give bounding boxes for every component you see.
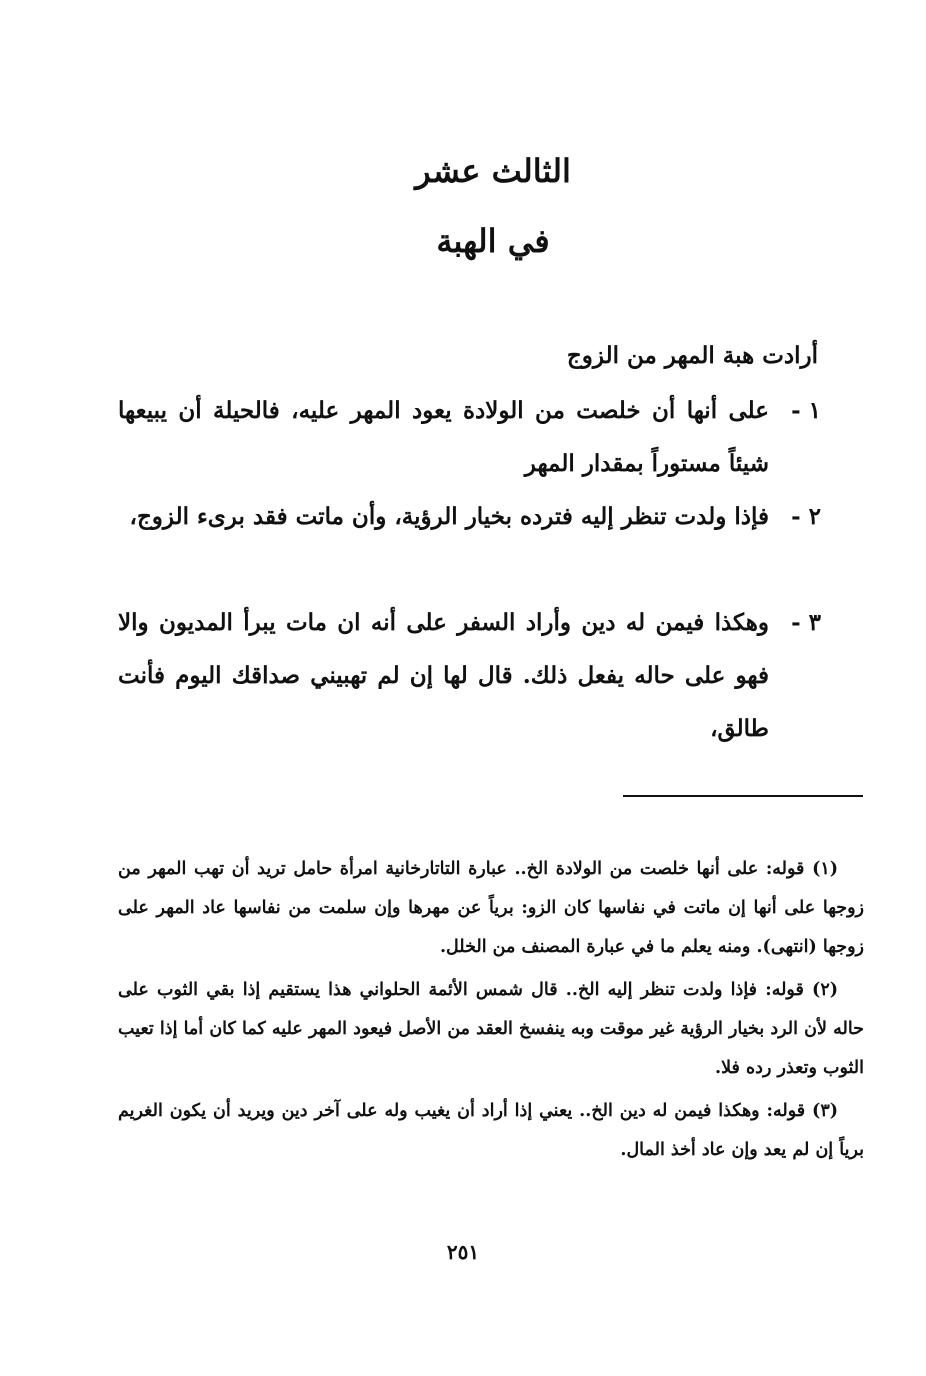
list-item bbox=[118, 384, 821, 490]
footnote-text: على أنها خلصت من الولادة الخ.. عبارة التاتارخانية امرأة حامل تريد أن تهب المهر من زوجها على أنها إن ماتت في نفاسها كان الزو: برياً عن مهرها وإن سلمت من نفاسها عاد المهر على زوجها (انتهى). ومنه يعلم ما في عبارة المصنف من الخلل. bbox=[118, 859, 864, 957]
footnotes bbox=[118, 850, 864, 1174]
footnote-lead: قوله: bbox=[765, 980, 804, 1000]
chapter-title: الثالث عشر bbox=[415, 152, 571, 190]
list-item-text: على أنها أن خلصت من الولادة يعود المهر عليه، فالحيلة أن يبيعها شيئاً مستوراً بمقدار المهر bbox=[118, 397, 769, 477]
footnote-text: فإذا ولدت تنظر إليه الخ.. قال شمس الأئمة الحلواني هذا يستقيم إذا بقي الثوب على حاله لأن الرد بخيار الرؤية غير موقت وبه ينفسخ العقد من الأصل فيعود المهر عليه كما كان أما إذا تعيب الثوب وتعذر رده فلا. bbox=[118, 980, 864, 1078]
footnote bbox=[118, 850, 864, 967]
topic-heading: أرادت هبة المهر من الزوج bbox=[566, 342, 818, 369]
footnote bbox=[118, 1092, 864, 1170]
list-item-text: وهكذا فيمن له دين وأراد السفر على أنه ان مات يبرأ المديون والا فهو على حاله يفعل ذلك. قال لها إن لم تهبيني صداقك اليوم فأنت طالق، bbox=[118, 609, 769, 742]
footnote bbox=[118, 971, 864, 1088]
footnote-lead: قوله: bbox=[765, 859, 805, 879]
list-item-text: فإذا ولدت تنظر إليه فترده بخيار الرؤية، وأن ماتت فقد برىء الزوج، bbox=[129, 503, 769, 530]
footnote-mark: (١) bbox=[812, 859, 839, 879]
section-title: في الهبة bbox=[436, 222, 550, 260]
list-item-number: ١ - bbox=[791, 397, 821, 424]
page-number: ٢٥١ bbox=[446, 1240, 480, 1264]
footnote-lead: قوله: bbox=[766, 1101, 806, 1121]
list-item bbox=[118, 596, 821, 755]
list-item-number: ٣ - bbox=[791, 609, 821, 636]
list-item bbox=[118, 490, 821, 543]
footnote-text: وهكذا فيمن له دين الخ.. يعني إذا أراد أن يغيب وله على آخر دين ويريد أن يكون الغريم برياً إن لم يعد وإن عاد أخذ المال. bbox=[118, 1101, 864, 1160]
footnote-divider bbox=[623, 795, 863, 797]
footnote-mark: (٣) bbox=[812, 1101, 839, 1121]
footnote-mark: (٢) bbox=[812, 980, 839, 1000]
list-item-number: ٢ - bbox=[791, 503, 821, 530]
